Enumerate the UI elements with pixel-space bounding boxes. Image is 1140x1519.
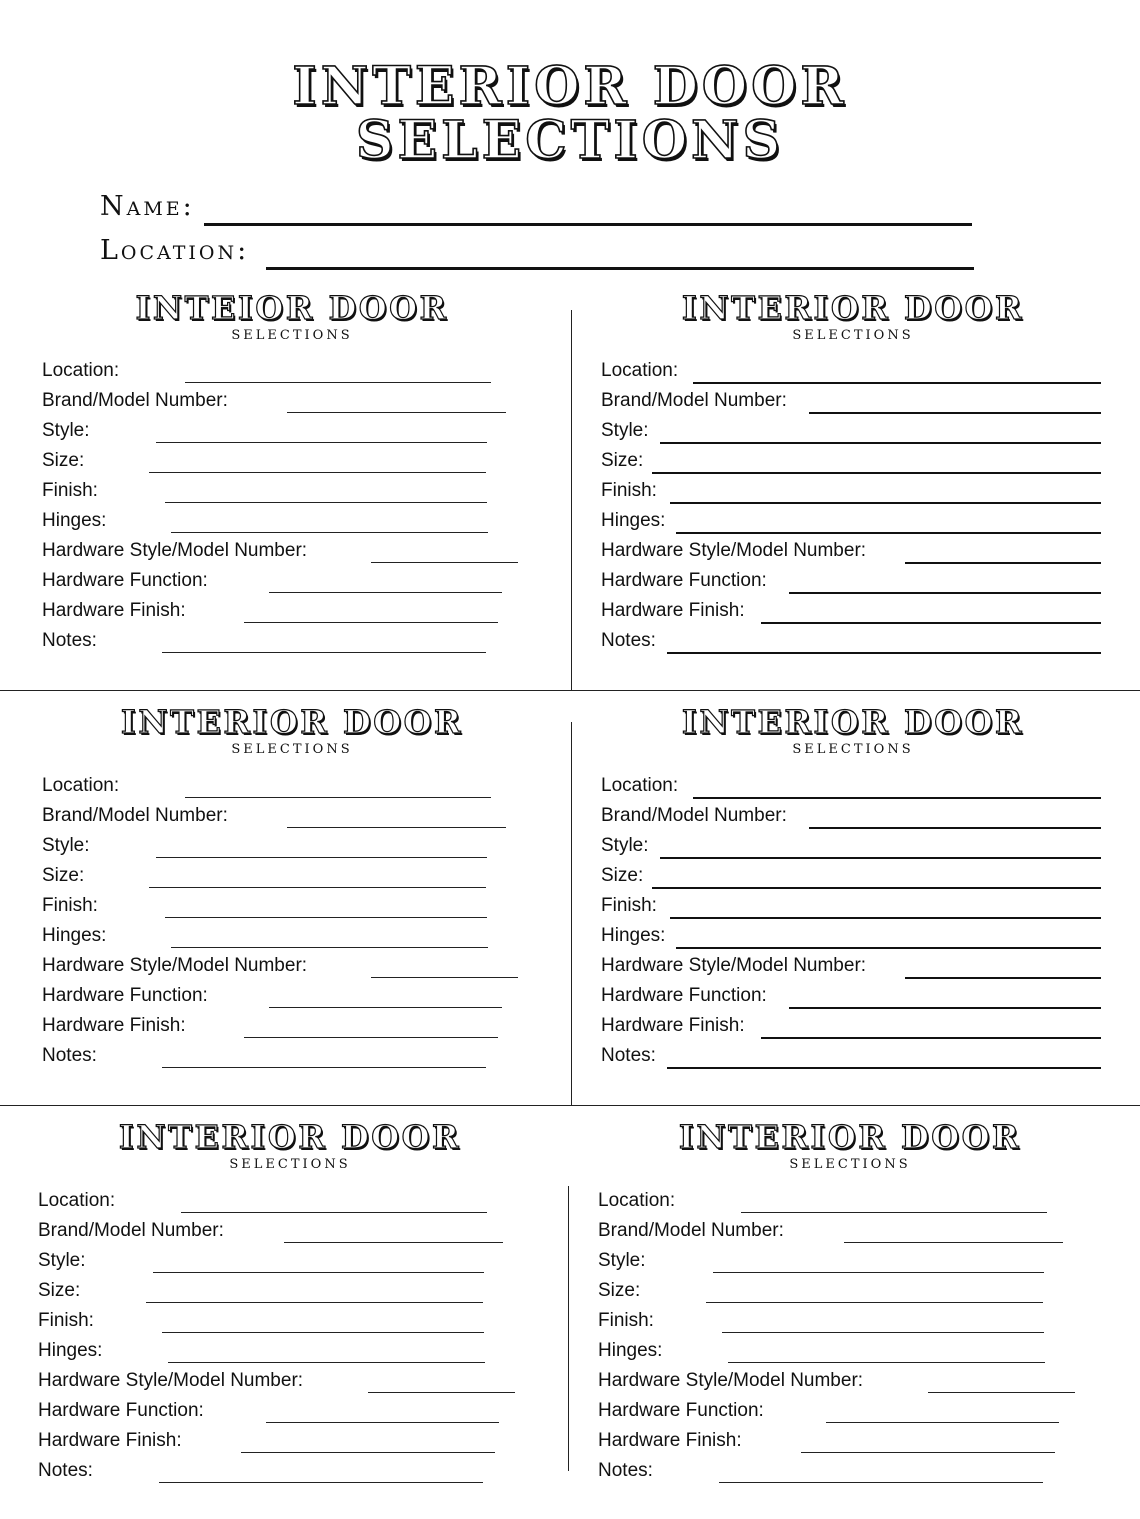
hinges-input-line[interactable] — [171, 532, 488, 533]
field-label: Size: — [42, 865, 85, 886]
brand-model-input-line[interactable] — [287, 412, 506, 413]
field-label: Style: — [42, 835, 90, 856]
door-card-5 — [38, 1119, 558, 1509]
hardware-function-input-line[interactable] — [826, 1422, 1059, 1423]
location-input-line[interactable] — [185, 797, 491, 798]
size-input-line[interactable] — [652, 472, 1101, 474]
size-input-line[interactable] — [149, 887, 486, 888]
field-label: Location: — [42, 360, 120, 381]
column-divider-1 — [571, 310, 572, 690]
field-label: Finish: — [42, 895, 98, 916]
card-subtitle: SELECTIONS — [231, 742, 353, 757]
hardware-function-input-line[interactable] — [789, 1007, 1101, 1009]
field-label: Hardware Function: — [38, 1400, 204, 1421]
page-title-line-2: SELECTIONS — [355, 110, 785, 171]
door-card-6 — [598, 1119, 1118, 1509]
door-card-3 — [42, 704, 562, 1094]
style-input-line[interactable] — [660, 442, 1101, 444]
field-label: Hinges: — [42, 925, 107, 946]
style-input-line[interactable] — [156, 442, 487, 443]
field-label: Hardware Function: — [42, 570, 208, 591]
column-divider-3 — [568, 1186, 569, 1471]
hardware-finish-input-line[interactable] — [241, 1452, 495, 1453]
door-card-4 — [601, 704, 1121, 1094]
location-row — [100, 230, 975, 270]
field-label: Brand/Model Number: — [38, 1220, 224, 1241]
notes-input-line[interactable] — [159, 1482, 483, 1483]
location-input-line[interactable] — [693, 797, 1101, 799]
field-label: Style: — [38, 1250, 86, 1271]
location-input-line[interactable] — [185, 382, 491, 383]
notes-input-line[interactable] — [667, 1067, 1101, 1069]
field-label: Brand/Model Number: — [601, 805, 787, 826]
hardware-style-input-line[interactable] — [928, 1392, 1075, 1393]
hardware-style-input-line[interactable] — [905, 977, 1101, 979]
location-input-line[interactable] — [181, 1212, 487, 1213]
field-label: Style: — [42, 420, 90, 441]
location-input-line[interactable] — [693, 382, 1101, 384]
brand-model-input-line[interactable] — [809, 412, 1101, 414]
field-label: Location: — [598, 1190, 676, 1211]
finish-input-line[interactable] — [165, 917, 487, 918]
hardware-finish-input-line[interactable] — [244, 1037, 498, 1038]
field-label: Brand/Model Number: — [42, 390, 228, 411]
name-label: Name: — [100, 191, 195, 222]
card-title: INTERIOR DOOR — [678, 1118, 1022, 1156]
field-label: Location: — [38, 1190, 116, 1211]
field-label: Hardware Finish: — [38, 1430, 182, 1451]
hardware-function-input-line[interactable] — [269, 592, 502, 593]
field-label: Style: — [601, 420, 649, 441]
field-label: Finish: — [38, 1310, 94, 1331]
field-label: Hinges: — [598, 1340, 663, 1361]
notes-input-line[interactable] — [162, 652, 486, 653]
page-title-line-1: INTERIOR DOOR — [292, 56, 848, 117]
field-label: Hinges: — [601, 925, 666, 946]
field-label: Hardware Style/Model Number: — [42, 540, 308, 561]
field-label: Hardware Function: — [598, 1400, 764, 1421]
field-label: Size: — [598, 1280, 641, 1301]
card-title: INTERIOR DOOR — [681, 289, 1025, 327]
size-input-line[interactable] — [146, 1302, 483, 1303]
field-label: Finish: — [42, 480, 98, 501]
field-label: Hardware Finish: — [42, 600, 186, 621]
card-subtitle: SELECTIONS — [229, 1157, 351, 1172]
field-label: Style: — [598, 1250, 646, 1271]
brand-model-input-line[interactable] — [809, 827, 1101, 829]
card-subtitle: SELECTIONS — [792, 742, 914, 757]
hinges-input-line[interactable] — [168, 1362, 485, 1363]
field-label: Brand/Model Number: — [598, 1220, 784, 1241]
hardware-finish-input-line[interactable] — [761, 1037, 1101, 1039]
field-label: Finish: — [601, 480, 657, 501]
brand-model-input-line[interactable] — [287, 827, 506, 828]
hardware-function-input-line[interactable] — [266, 1422, 499, 1423]
name-input-line[interactable] — [204, 223, 972, 226]
hardware-finish-input-line[interactable] — [801, 1452, 1055, 1453]
field-label: Notes: — [42, 630, 97, 651]
hinges-input-line[interactable] — [728, 1362, 1045, 1363]
field-label: Size: — [601, 865, 644, 886]
style-input-line[interactable] — [713, 1272, 1044, 1273]
field-label: Hardware Function: — [42, 985, 208, 1006]
card-title: INTERIOR DOOR — [118, 1118, 462, 1156]
hinges-input-line[interactable] — [171, 947, 488, 948]
card-subtitle: SELECTIONS — [792, 328, 914, 343]
row-divider-1 — [0, 690, 1140, 691]
style-input-line[interactable] — [156, 857, 487, 858]
name-row — [100, 186, 975, 226]
field-label: Notes: — [601, 1045, 656, 1066]
field-label: Size: — [601, 450, 644, 471]
field-label: Location: — [601, 360, 679, 381]
finish-input-line[interactable] — [722, 1332, 1044, 1333]
card-subtitle: SELECTIONS — [789, 1157, 911, 1172]
field-label: Hardware Style/Model Number: — [42, 955, 308, 976]
field-label: Hinges: — [38, 1340, 103, 1361]
brand-model-input-line[interactable] — [284, 1242, 503, 1243]
finish-input-line[interactable] — [670, 917, 1101, 919]
field-label: Finish: — [601, 895, 657, 916]
finish-input-line[interactable] — [165, 502, 487, 503]
field-label: Hinges: — [42, 510, 107, 531]
notes-input-line[interactable] — [719, 1482, 1043, 1483]
field-label: Location: — [601, 775, 679, 796]
location-label: Location: — [100, 235, 250, 266]
field-label: Finish: — [598, 1310, 654, 1331]
field-label: Notes: — [38, 1460, 93, 1481]
field-label: Hardware Finish: — [601, 1015, 745, 1036]
finish-input-line[interactable] — [162, 1332, 484, 1333]
row-divider-2 — [0, 1105, 1140, 1106]
size-input-line[interactable] — [652, 887, 1101, 889]
hardware-style-input-line[interactable] — [371, 977, 518, 978]
field-label: Hardware Finish: — [601, 600, 745, 621]
field-label: Hinges: — [601, 510, 666, 531]
field-label: Size: — [42, 450, 85, 471]
card-title: INTEIOR DOOR — [135, 289, 449, 327]
field-label: Location: — [42, 775, 120, 796]
hinges-input-line[interactable] — [676, 947, 1101, 949]
notes-input-line[interactable] — [162, 1067, 486, 1068]
brand-model-input-line[interactable] — [844, 1242, 1063, 1243]
notes-input-line[interactable] — [667, 652, 1101, 654]
hardware-finish-input-line[interactable] — [761, 622, 1101, 624]
hardware-style-input-line[interactable] — [371, 562, 518, 563]
field-label: Hardware Style/Model Number: — [598, 1370, 864, 1391]
door-card-1 — [42, 290, 562, 680]
field-label: Hardware Finish: — [42, 1015, 186, 1036]
size-input-line[interactable] — [706, 1302, 1043, 1303]
hardware-style-input-line[interactable] — [905, 562, 1101, 564]
field-label: Notes: — [601, 630, 656, 651]
field-label: Size: — [38, 1280, 81, 1301]
card-title: INTERIOR DOOR — [681, 703, 1025, 741]
field-label: Hardware Function: — [601, 570, 767, 591]
location-input-line[interactable] — [266, 267, 974, 270]
style-input-line[interactable] — [153, 1272, 484, 1273]
hardware-finish-input-line[interactable] — [244, 622, 498, 623]
size-input-line[interactable] — [149, 472, 486, 473]
finish-input-line[interactable] — [670, 502, 1101, 504]
column-divider-2 — [571, 722, 572, 1105]
field-label: Style: — [601, 835, 649, 856]
field-label: Hardware Style/Model Number: — [601, 540, 867, 561]
hinges-input-line[interactable] — [676, 532, 1101, 534]
field-label: Hardware Style/Model Number: — [601, 955, 867, 976]
style-input-line[interactable] — [660, 857, 1101, 859]
hardware-style-input-line[interactable] — [368, 1392, 515, 1393]
card-subtitle: SELECTIONS — [231, 328, 353, 343]
field-label: Brand/Model Number: — [601, 390, 787, 411]
field-label: Hardware Style/Model Number: — [38, 1370, 304, 1391]
field-label: Notes: — [42, 1045, 97, 1066]
field-label: Hardware Finish: — [598, 1430, 742, 1451]
field-label: Brand/Model Number: — [42, 805, 228, 826]
field-label: Hardware Function: — [601, 985, 767, 1006]
door-card-2 — [601, 290, 1121, 680]
hardware-function-input-line[interactable] — [269, 1007, 502, 1008]
location-input-line[interactable] — [741, 1212, 1047, 1213]
hardware-function-input-line[interactable] — [789, 592, 1101, 594]
card-title: INTERIOR DOOR — [120, 703, 464, 741]
page-title — [0, 56, 1140, 171]
field-label: Notes: — [598, 1460, 653, 1481]
